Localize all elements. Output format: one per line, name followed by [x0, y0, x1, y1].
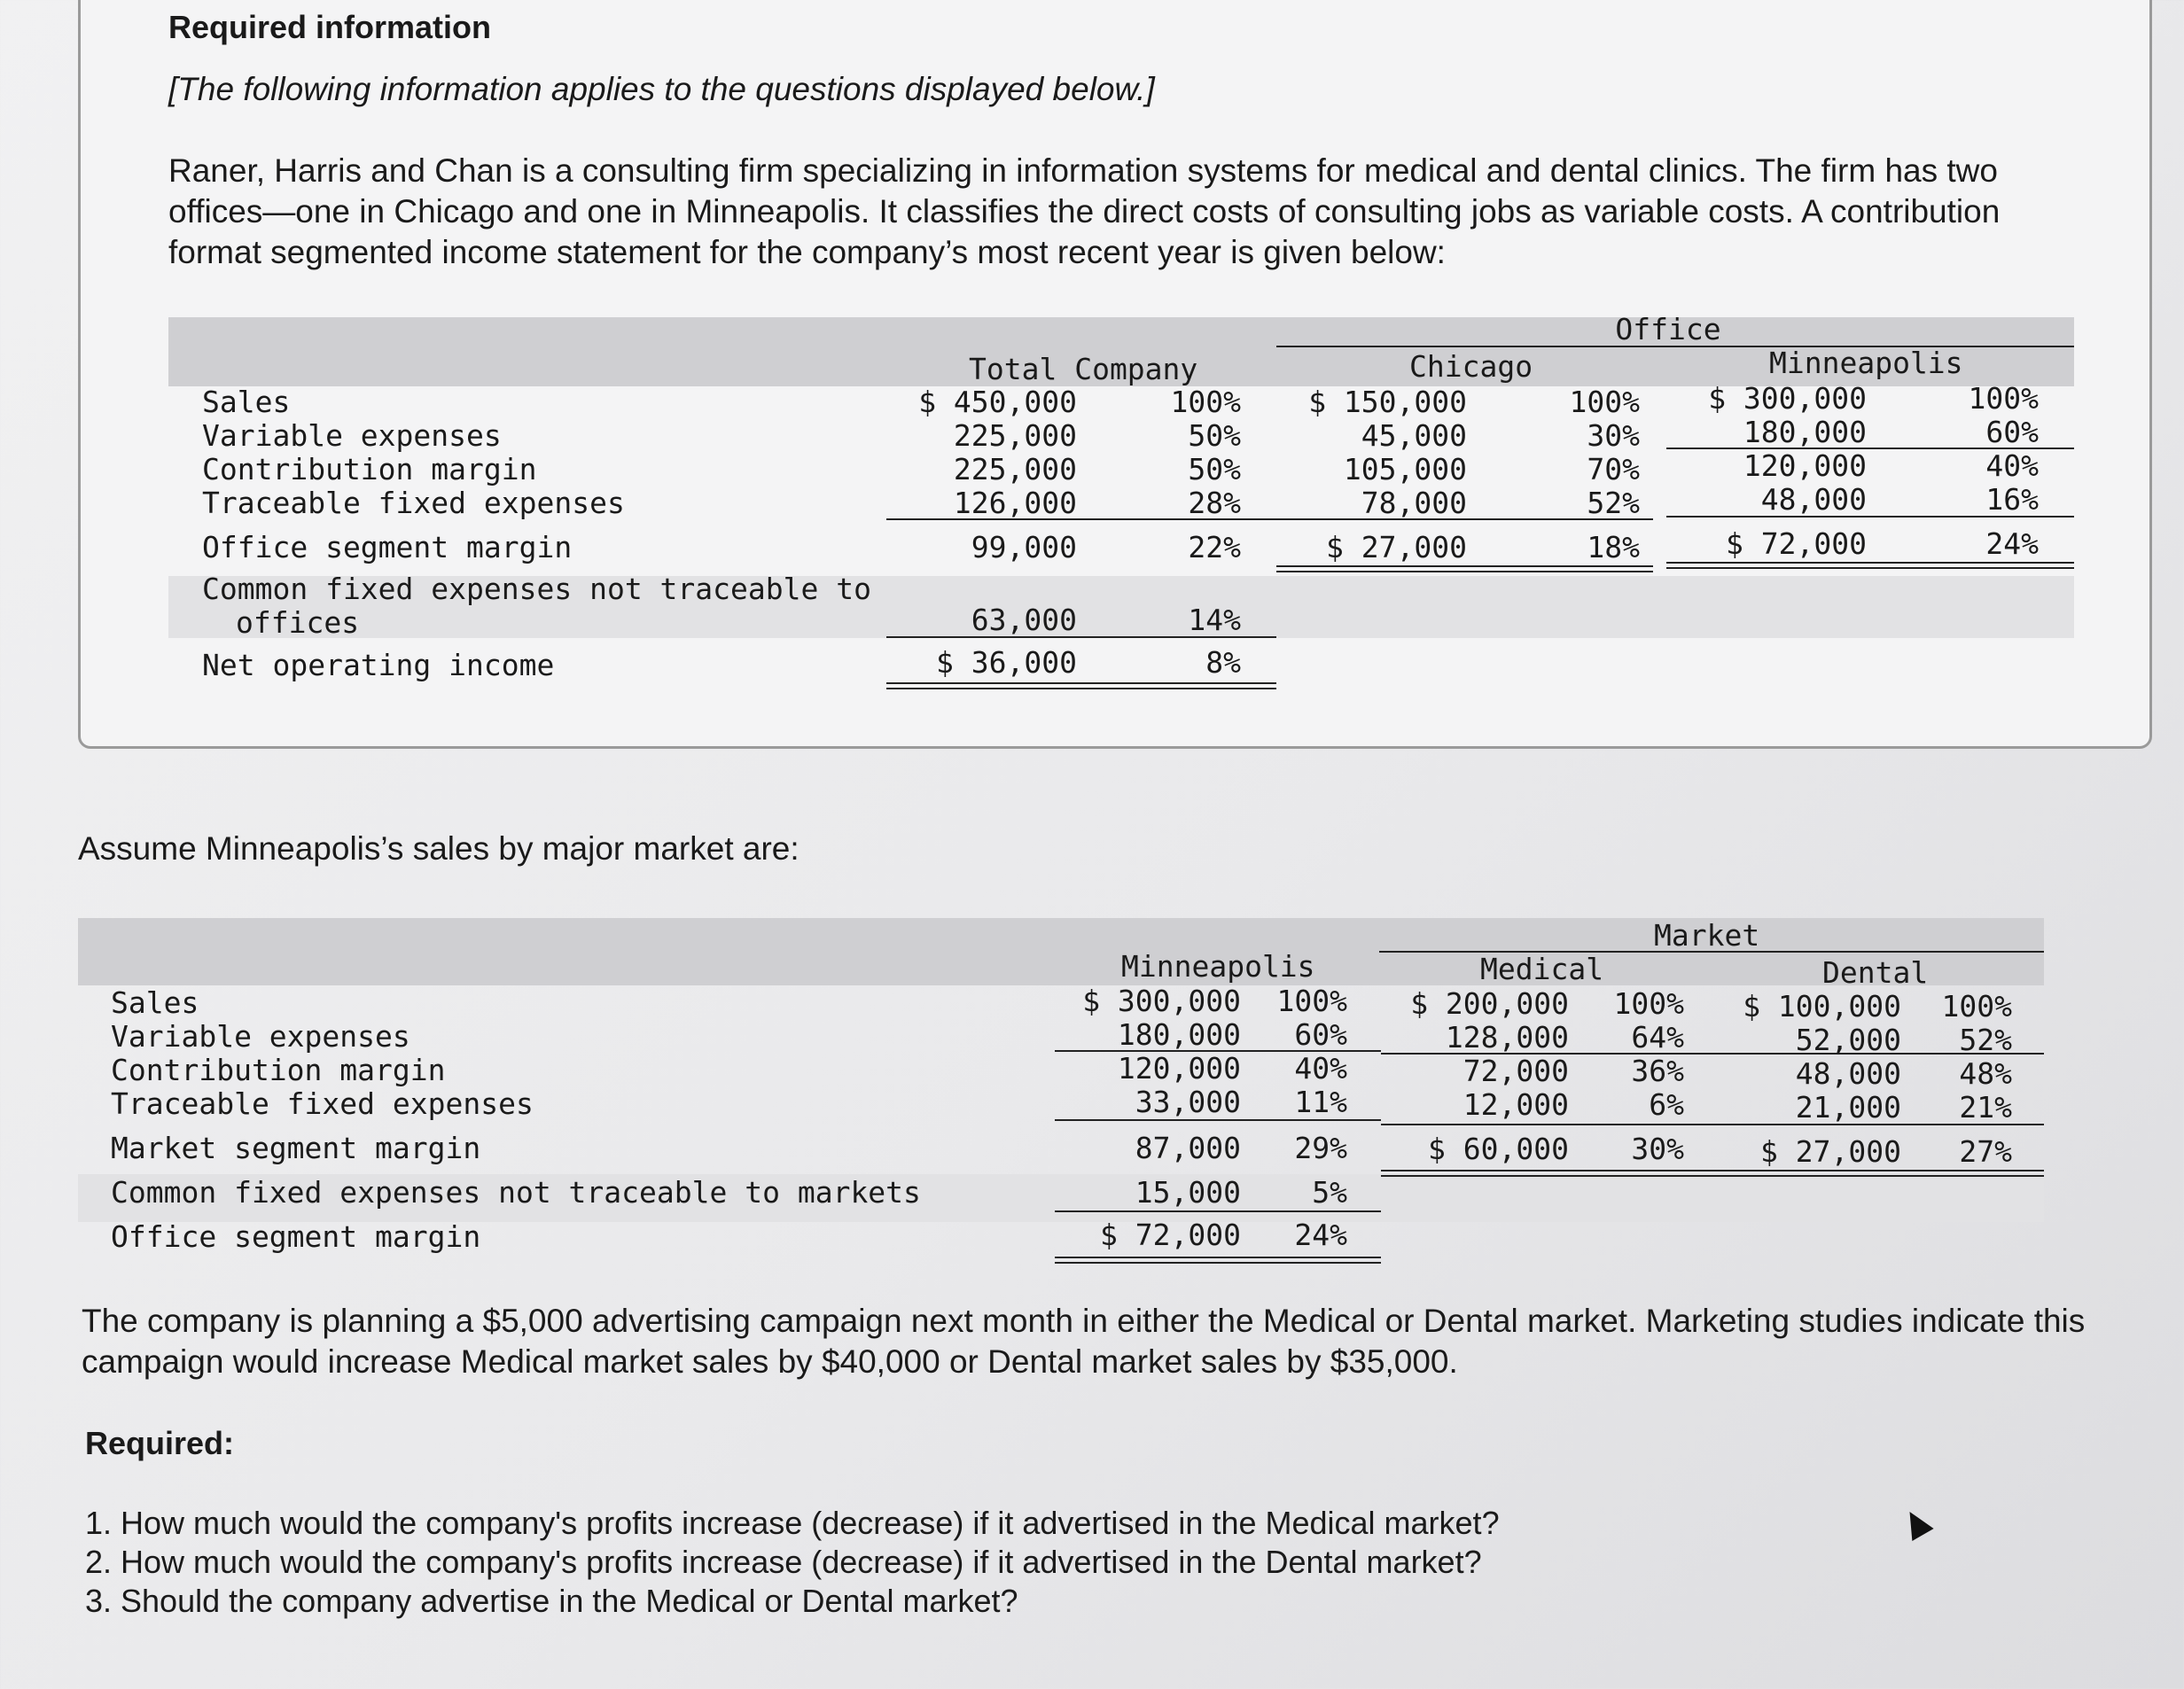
rule2-min-common — [1055, 1210, 1381, 1212]
mkt-min-segment-margin: 87,000 — [1135, 1131, 1241, 1165]
row-label-traceable-fixed: Traceable fixed expenses — [202, 486, 625, 520]
minneapolis-sales-pct: 100% — [1968, 381, 2039, 416]
dental-sales: $ 100,000 — [1743, 989, 1901, 1024]
chicago-segment-margin-pct: 18% — [1587, 530, 1640, 564]
rule-minneapolis-variable — [1666, 448, 2074, 449]
medical-traceable-pct: 6% — [1649, 1087, 1684, 1122]
question-2: 2. How much would the company's profits increase (decrease) if it advertised in the Dental market? — [85, 1544, 1482, 1580]
minneapolis-traceable: 48,000 — [1760, 482, 1867, 517]
applies-note: [The following information applies to the questions displayed below.] — [168, 71, 1155, 107]
medical-segment-margin-pct: 30% — [1631, 1132, 1684, 1166]
medical-traceable: 12,000 — [1462, 1087, 1569, 1122]
total-sales-pct: 100% — [1170, 385, 1241, 419]
chicago-cm-pct: 70% — [1587, 452, 1640, 486]
dental-sales-pct: 100% — [1941, 989, 2012, 1024]
medical-sales-pct: 100% — [1613, 986, 1684, 1021]
row-label-office-segment-margin: Office segment margin — [202, 530, 573, 564]
rule-total-traceable — [886, 518, 1276, 520]
minneapolis-traceable-pct: 16% — [1985, 482, 2039, 517]
question-3: 3. Should the company advertise in the Medical or Dental market? — [85, 1583, 1018, 1619]
rule-chicago-traceable — [1276, 518, 1653, 520]
total-segment-margin: 99,000 — [971, 530, 1077, 564]
intro-paragraph: Raner, Harris and Chan is a consulting firm specializing in information systems for medical and dental clinics. The firm has two offices—one in Chicago and one in Minneapolis. It classifies the direct costs of consulting jobs as variable costs. A contribution format segmented income statement for the company’s most recent year is given below: — [168, 152, 2001, 270]
row2-label-traceable-fixed: Traceable fixed expenses — [111, 1086, 534, 1121]
chicago-sales-pct: 100% — [1569, 385, 1640, 419]
mkt-min-traceable-pct: 11% — [1294, 1085, 1347, 1119]
minneapolis-cm-pct: 40% — [1985, 448, 2039, 483]
chicago-sales: $ 150,000 — [1308, 385, 1467, 419]
dental-cm-pct: 48% — [1959, 1056, 2012, 1091]
market-group-header: Market — [1654, 918, 1760, 953]
market-group-rule — [1379, 951, 2044, 953]
minneapolis-sales: $ 300,000 — [1708, 381, 1867, 416]
question-1: 1. How much would the company's profits increase (decrease) if it advertised in the Medical market? — [85, 1505, 1500, 1541]
required-information-heading: Required information — [168, 9, 492, 45]
rule2-min-traceable — [1055, 1119, 1381, 1121]
mkt-min-traceable: 33,000 — [1135, 1085, 1241, 1119]
mkt-min-sales: $ 300,000 — [1082, 984, 1241, 1018]
col-chicago: Chicago — [1409, 349, 1533, 384]
double-rule-chicago — [1276, 565, 1653, 572]
mkt-min-office-margin-pct: 24% — [1294, 1218, 1347, 1252]
chicago-traceable: 78,000 — [1361, 486, 1467, 520]
double-rule-noi — [886, 682, 1276, 689]
row-label-common-fixed-cont: offices — [236, 605, 360, 640]
mkt-min-cm: 120,000 — [1117, 1051, 1241, 1086]
dental-traceable: 21,000 — [1795, 1090, 1901, 1125]
total-cm-pct: 50% — [1188, 452, 1241, 486]
medical-cm: 72,000 — [1462, 1054, 1569, 1088]
rule-total-common — [886, 636, 1276, 638]
col2-dental: Dental — [1822, 955, 1929, 990]
dental-variable: 52,000 — [1795, 1023, 1901, 1057]
total-variable: 225,000 — [953, 418, 1077, 453]
total-noi: $ 36,000 — [936, 645, 1077, 680]
col-minneapolis: Minneapolis — [1769, 346, 1963, 380]
minneapolis-variable: 180,000 — [1743, 415, 1867, 449]
col2-medical: Medical — [1480, 952, 1604, 986]
rule2-markets-traceable — [1381, 1124, 2044, 1125]
row-label-net-operating-income: Net operating income — [202, 648, 555, 682]
required-heading: Required: — [85, 1425, 235, 1461]
row2-label-contribution-margin: Contribution margin — [111, 1053, 446, 1087]
total-variable-pct: 50% — [1188, 418, 1241, 453]
col2-minneapolis: Minneapolis — [1121, 949, 1315, 984]
row-label-variable-expenses: Variable expenses — [202, 418, 502, 453]
row2-label-sales: Sales — [111, 985, 199, 1020]
col-total-company: Total Company — [969, 352, 1198, 386]
office-group-header: Office — [1615, 312, 1721, 346]
mkt-min-variable: 180,000 — [1117, 1017, 1241, 1052]
chicago-segment-margin: $ 27,000 — [1326, 530, 1467, 564]
minneapolis-cm: 120,000 — [1743, 448, 1867, 483]
total-common-fixed: 63,000 — [971, 603, 1077, 637]
double-rule2-markets — [1381, 1170, 2044, 1177]
dental-traceable-pct: 21% — [1959, 1090, 2012, 1125]
double-rule-minneapolis — [1666, 562, 2074, 569]
minneapolis-segment-margin: $ 72,000 — [1726, 526, 1867, 561]
chicago-traceable-pct: 52% — [1587, 486, 1640, 520]
total-noi-pct: 8% — [1205, 645, 1241, 680]
total-sales: $ 450,000 — [918, 385, 1077, 419]
mkt-min-variable-pct: 60% — [1294, 1017, 1347, 1052]
total-traceable: 126,000 — [953, 486, 1077, 520]
rule-minneapolis-traceable — [1666, 516, 2074, 518]
row2-label-office-segment-margin: Office segment margin — [111, 1219, 481, 1254]
assume-text: Assume Minneapolis’s sales by major market are: — [78, 830, 800, 867]
medical-sales: $ 200,000 — [1410, 986, 1569, 1021]
rule2-min-variable — [1055, 1050, 1381, 1052]
minneapolis-segment-margin-pct: 24% — [1985, 526, 2039, 561]
row2-label-variable-expenses: Variable expenses — [111, 1019, 410, 1054]
medical-segment-margin: $ 60,000 — [1428, 1132, 1569, 1166]
medical-cm-pct: 36% — [1631, 1054, 1684, 1088]
dental-segment-margin: $ 27,000 — [1760, 1134, 1901, 1169]
minneapolis-variable-pct: 60% — [1985, 415, 2039, 449]
row-label-contribution-margin: Contribution margin — [202, 452, 537, 486]
mkt-min-office-margin: $ 72,000 — [1100, 1218, 1241, 1252]
medical-variable-pct: 64% — [1631, 1020, 1684, 1055]
dental-variable-pct: 52% — [1959, 1023, 2012, 1057]
medical-variable: 128,000 — [1445, 1020, 1569, 1055]
chicago-cm: 105,000 — [1343, 452, 1467, 486]
row-label-sales: Sales — [202, 385, 291, 419]
chicago-variable-pct: 30% — [1587, 418, 1640, 453]
dental-segment-margin-pct: 27% — [1959, 1134, 2012, 1169]
mouse-cursor-icon — [1899, 1506, 1933, 1541]
mkt-min-common-pct: 5% — [1312, 1175, 1347, 1210]
rule2-markets-variable — [1381, 1053, 2044, 1055]
row2-label-common-fixed: Common fixed expenses not traceable to markets — [111, 1175, 921, 1210]
mkt-min-common: 15,000 — [1135, 1175, 1241, 1210]
chicago-variable: 45,000 — [1361, 418, 1467, 453]
row2-label-market-segment-margin: Market segment margin — [111, 1131, 481, 1165]
total-traceable-pct: 28% — [1188, 486, 1241, 520]
total-cm: 225,000 — [953, 452, 1077, 486]
total-common-fixed-pct: 14% — [1188, 603, 1241, 637]
mkt-min-cm-pct: 40% — [1294, 1051, 1347, 1086]
mkt-min-sales-pct: 100% — [1276, 984, 1347, 1018]
dental-cm: 48,000 — [1795, 1056, 1901, 1091]
row-label-common-fixed: Common fixed expenses not traceable to — [202, 572, 871, 606]
campaign-paragraph: The company is planning a $5,000 advertising campaign next month in either the Medical or Dental market. Marketing studies indicate this campaign would increase Medical market sales by $40,000 or Dental market sales by $35,000. — [82, 1303, 2086, 1380]
total-segment-margin-pct: 22% — [1188, 530, 1241, 564]
double-rule2-min — [1055, 1257, 1381, 1264]
mkt-min-segment-margin-pct: 29% — [1294, 1131, 1347, 1165]
